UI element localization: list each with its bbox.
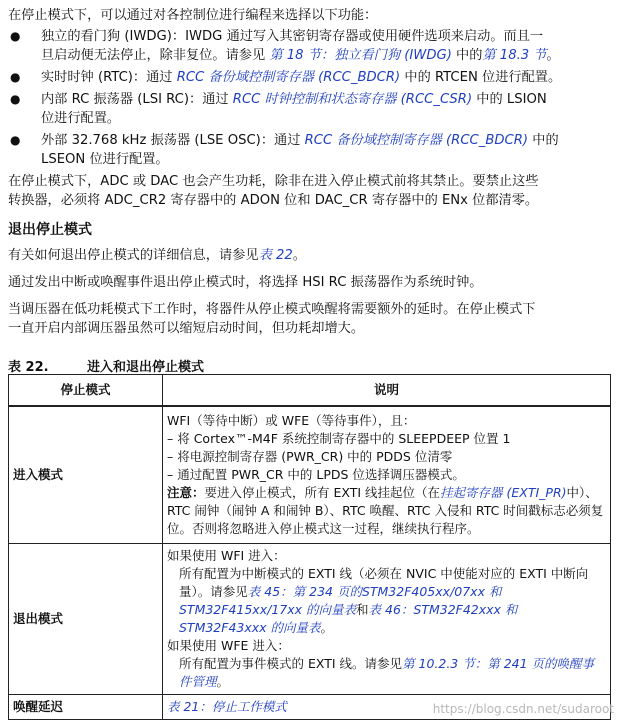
row-label-wakeup: 唤醒延迟 (9, 695, 163, 720)
desc-line: – 将 Cortex™-M4F 系统控制寄存器中的 SLEEPDEEP 位置 1 (167, 431, 511, 446)
table-22-link[interactable]: 表 22 (258, 248, 293, 263)
section-10-2-3-link[interactable]: 第 10.2.3 节：第 241 页的唤醒事件管理 (179, 656, 595, 689)
table-header-row (9, 375, 611, 407)
wfi-description (167, 565, 604, 637)
exit-heading: 退出停止模式 (8, 222, 92, 238)
column-header-stop-mode: 停止模式 (9, 375, 163, 407)
list-item-text: 中的 (528, 133, 559, 148)
section-18-link[interactable]: 第 18 节：独立看门狗 (IWDG) (269, 48, 452, 63)
list-item-iwdg (8, 27, 612, 65)
desc-text: 所有配置为中断模式的 EXTI 线（必须在 NVIC 中使能对应的 EXTI 中断向量）。请参见 (179, 566, 589, 599)
table-46-link[interactable]: 表 46：STM32F42xxx 和 STM32F43xxx 的向量表 (179, 602, 518, 635)
desc-line: – 通过配置 PWR_CR 中的 LPDS 位选择调压器模式。 (167, 467, 465, 482)
intro-text: 在停止模式下，可以通过对各控制位进行编程来选择以下功能： (8, 8, 378, 23)
table-number: 表 22. (8, 360, 49, 375)
table-row-enter (9, 406, 611, 544)
list-item-text: 独立的看门狗 (IWDG)：IWDG 通过写入其密钥寄存器或使用硬件选项来启动。而且一 (41, 29, 544, 44)
table-title: 进入和退出停止模式 (87, 360, 205, 375)
list-item-text: 实时时钟 (RTC)：通过 (41, 70, 177, 85)
list-item-text: 位进行配置。 (41, 111, 121, 126)
desc-line: WFI（等待中断）或 WFE（等待事件），且： (167, 413, 416, 428)
row-desc-enter (163, 406, 611, 544)
bullet-icon: ● (10, 29, 21, 43)
table-row-exit (9, 544, 611, 695)
wfi-heading: 如果使用 WFI 进入： (167, 548, 286, 563)
hsi-paragraph: 通过发出中断或唤醒事件退出停止模式时，将选择 HSI RC 振荡器作为系统时钟。 (8, 275, 483, 290)
exti-pr-link[interactable]: 挂起寄存器 (EXTI_PR) (440, 485, 567, 500)
table-45-link[interactable]: 表 45：第 234 页的STM32F405xx/07xx 和 STM32F415xx/17xx 的向量表 (179, 584, 502, 617)
list-item-text: 。 (546, 48, 560, 63)
note-text: 中）、RTC 闹钟（闹钟 A 和闹钟 B）、RTC 唤醒、RTC 入侵和 RTC 时间戳标志必须复位。否则将忽略进入停止模式这一过程，继续执行程序。 (167, 485, 604, 536)
list-item-text: 中的 RTCEN 位进行配置。 (400, 70, 562, 85)
list-item-text: 旦启动便无法停止，除非复位。请参见 (41, 48, 270, 63)
stop-mode-table (8, 374, 611, 720)
list-item-text: 中的 (451, 48, 483, 63)
bullet-icon: ● (10, 70, 21, 84)
list-item-rtc (8, 68, 612, 87)
row-desc-exit (163, 544, 611, 695)
section-18-3-link[interactable]: 第 18.3 节 (482, 48, 547, 63)
note-text: 要进入停止模式，所有 EXTI 线挂起位（在 (204, 485, 441, 500)
exit-ref-paragraph (8, 246, 614, 265)
paragraph-line: 在停止模式下，ADC 或 DAC 也会产生功耗，除非在进入停止模式前将其禁止。要禁止这些 (8, 174, 539, 189)
table-21-link[interactable]: 表 21：停止工作模式 (167, 699, 287, 714)
paragraph-line: 转换器，必须将 ADC_CR2 寄存器中的 ADON 位和 DAC_CR 寄存器中的 ENx 位都清零。 (8, 193, 539, 208)
table-caption (8, 356, 204, 375)
note-label: 注意： (167, 485, 205, 500)
list-item-lsi (8, 90, 612, 128)
row-label-enter: 进入模式 (9, 406, 163, 544)
column-header-description: 说明 (163, 375, 611, 407)
list-item-text: 外部 32.768 kHz 振荡器 (LSE OSC)：通过 (41, 133, 305, 148)
list-item-text: 内部 RC 振荡器 (LSI RC)：通过 (41, 92, 233, 107)
wfe-description (167, 655, 604, 691)
paragraph-text: 。 (292, 248, 306, 263)
rcc-bdcr-link[interactable]: RCC 备份域控制寄存器 (RCC_BDCR) (176, 70, 401, 85)
regulator-paragraph (8, 300, 614, 338)
row-label-exit: 退出模式 (9, 544, 163, 695)
wfe-heading: 如果使用 WFE 进入： (167, 638, 290, 653)
rcc-csr-link[interactable]: RCC 时钟控制和状态寄存器 (RCC_CSR) (232, 92, 473, 107)
paragraph-line: 当调压器在低功耗模式下工作时，将器件从停止模式唤醒将需要额外的延时。在停止模式下 (8, 302, 536, 317)
feature-list (8, 27, 612, 172)
bullet-icon: ● (10, 92, 21, 106)
desc-text: 所有配置为事件模式的 EXTI 线。请参见 (179, 656, 403, 671)
note (167, 484, 604, 538)
bullet-icon: ● (10, 133, 21, 147)
rcc-bdcr-link[interactable]: RCC 备份域控制寄存器 (RCC_BDCR) (304, 133, 529, 148)
desc-text: 和 (356, 602, 369, 617)
list-item-text: LSEON 位进行配置。 (41, 152, 169, 167)
list-item-lse (8, 131, 612, 169)
paragraph-text: 有关如何退出停止模式的详细信息，请参见 (8, 248, 259, 263)
desc-text: 。 (320, 620, 334, 635)
paragraph-line: 一直开启内部调压器虽然可以缩短启动时间，但功耗却增大。 (8, 321, 365, 336)
list-item-text: 中的 LSION (472, 92, 547, 107)
adc-dac-paragraph (8, 172, 614, 210)
desc-line: – 将电源控制寄存器 (PWR_CR) 中的 PDDS 位清零 (167, 449, 453, 464)
desc-text: 。 (216, 674, 230, 689)
watermark: https://blog.csdn.net/sudaroot (432, 702, 614, 716)
